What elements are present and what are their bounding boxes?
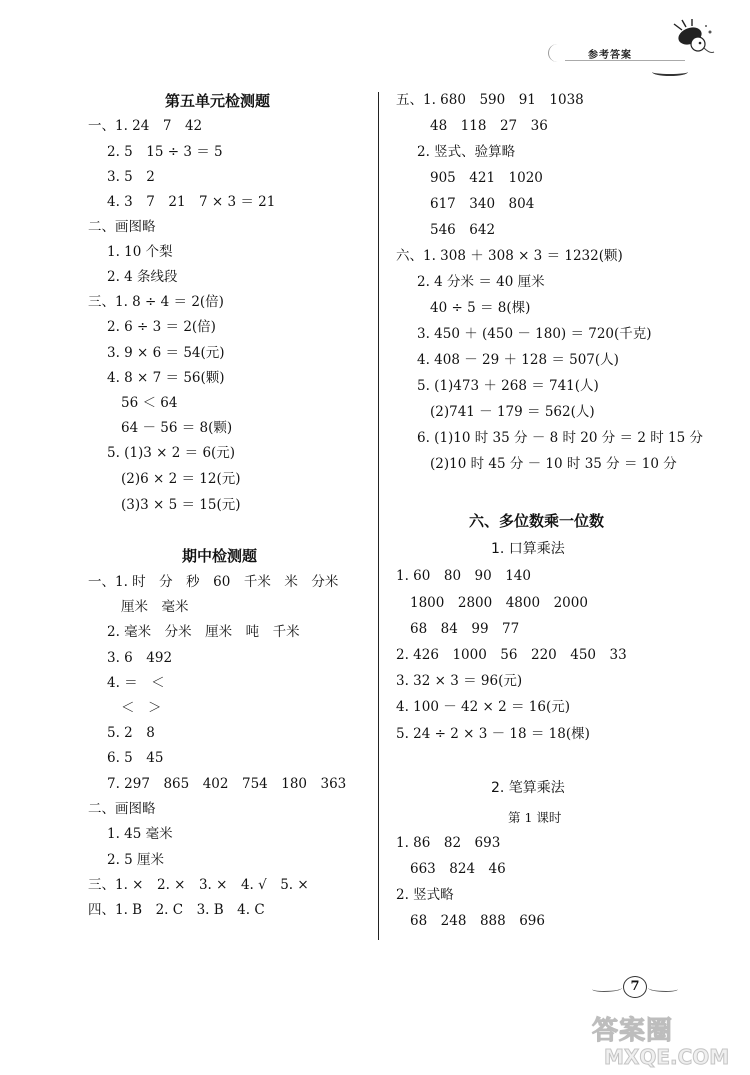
sub1-line: 1. 60 80 90 140 — [396, 568, 531, 584]
cont-line: 546 642 — [430, 222, 496, 238]
sub1-line: 2. 426 1000 56 220 450 33 — [396, 647, 627, 663]
unit5-line: 2. 5 15 ÷ 3 ＝ 5 — [107, 144, 223, 160]
midterm-line: 2. 毫米 分米 厘米 吨 千米 — [107, 624, 300, 640]
sub1-line: 5. 24 ÷ 2 × 3 － 18 ＝ 18(棵) — [396, 726, 590, 742]
cont-line: 五、1. 680 590 91 1038 — [396, 92, 584, 108]
cont-line: (2)741 － 179 ＝ 562(人) — [430, 404, 595, 420]
midterm-line: 一、1. 时 分 秒 60 千米 米 分米 — [88, 574, 339, 590]
midterm-line: 4. ＝ ＜ — [107, 675, 165, 691]
sub1-line: 3. 32 × 3 ＝ 96(元) — [396, 673, 523, 689]
sub1-line: 4. 100 － 42 × 2 ＝ 16(元) — [396, 699, 570, 715]
midterm-line: 厘米 毫米 — [121, 599, 189, 615]
unit6-sub1-title: 1. 口算乘法 — [491, 541, 565, 557]
header-tag: 参考答案 — [588, 50, 632, 61]
cont-line: 5. (1)473 ＋ 268 ＝ 741(人) — [417, 378, 599, 394]
sub2-line: 1. 86 82 693 — [396, 835, 501, 851]
unit5-line: (2)6 × 2 ＝ 12(元) — [121, 471, 241, 487]
unit5-line: 3. 5 2 — [107, 169, 155, 185]
unit5-line: 56 ＜ 64 — [121, 395, 178, 411]
midterm-line: 3. 6 492 — [107, 650, 173, 666]
unit6-title: 六、多位数乘一位数 — [469, 512, 605, 530]
watermark-url: MXQE.COM — [604, 1045, 730, 1069]
unit5-line: (3)3 × 5 ＝ 15(元) — [121, 497, 241, 513]
midterm-line: 2. 5 厘米 — [107, 852, 165, 868]
cont-line: 40 ÷ 5 ＝ 8(棵) — [430, 300, 531, 316]
unit5-line: 4. 3 7 21 7 × 3 ＝ 21 — [107, 194, 276, 210]
unit5-line: 2. 6 ÷ 3 ＝ 2(倍) — [107, 319, 216, 335]
unit5-line: 一、1. 24 7 42 — [88, 118, 203, 134]
unit5-line: 5. (1)3 × 2 ＝ 6(元) — [107, 445, 236, 461]
page-number-badge — [590, 975, 680, 999]
cont-line: 六、1. 308 ＋ 308 × 3 ＝ 1232(颗) — [396, 248, 623, 264]
midterm-line: 5. 2 8 — [107, 725, 155, 741]
mascot-icon — [668, 18, 716, 60]
column-divider — [378, 92, 379, 940]
cont-line: 905 421 1020 — [430, 170, 543, 186]
midterm-line: 二、画图略 — [88, 801, 156, 817]
unit5-line: 3. 9 × 6 ＝ 54(元) — [107, 345, 225, 361]
unit5-line: 1. 10 个梨 — [107, 244, 173, 260]
header-swoosh-decoration — [652, 68, 688, 76]
lesson-title: 第 1 课时 — [508, 810, 562, 825]
unit5-line: 64 － 56 ＝ 8(颗) — [121, 420, 233, 436]
cont-line: 6. (1)10 时 35 分 － 8 时 20 分 ＝ 2 时 15 分 — [417, 430, 703, 446]
page-number: 7 — [623, 976, 647, 998]
sub1-line: 1800 2800 4800 2000 — [410, 595, 588, 611]
sub1-line: 68 84 99 77 — [410, 621, 520, 637]
flourish-right-decoration — [648, 985, 678, 992]
unit5-title: 第五单元检测题 — [165, 92, 271, 110]
watermark-logo: 答案圈 — [592, 1016, 674, 1046]
unit5-line: 二、画图略 — [88, 219, 156, 235]
midterm-line: 四、1. B 2. C 3. B 4. C — [88, 902, 265, 918]
cont-line: 48 118 27 36 — [430, 118, 548, 134]
cont-line: 4. 408 － 29 ＋ 128 ＝ 507(人) — [417, 352, 619, 368]
unit6-sub2-title: 2. 笔算乘法 — [491, 780, 565, 796]
cont-line: 2. 4 分米 ＝ 40 厘米 — [417, 274, 545, 290]
cont-line: 2. 竖式、验算略 — [417, 144, 516, 160]
midterm-title: 期中检测题 — [182, 547, 258, 565]
sub2-line: 663 824 46 — [410, 861, 506, 877]
unit5-line: 2. 4 条线段 — [107, 269, 178, 285]
cont-line: 3. 450 ＋ (450 － 180) ＝ 720(千克) — [417, 326, 652, 342]
midterm-line: 1. 45 毫米 — [107, 826, 173, 842]
cont-line: 617 340 804 — [430, 196, 535, 212]
midterm-line: ＜ ＞ — [121, 700, 162, 716]
unit5-line: 三、1. 8 ÷ 4 ＝ 2(倍) — [88, 294, 224, 310]
header-rule — [565, 60, 685, 61]
sub2-line: 68 248 888 696 — [410, 913, 545, 929]
flourish-left-decoration — [592, 985, 622, 992]
midterm-line: 7. 297 865 402 754 180 363 — [107, 776, 347, 792]
sub2-line: 2. 竖式略 — [396, 887, 454, 903]
midterm-line: 三、1. × 2. × 3. × 4. √ 5. × — [88, 877, 309, 893]
midterm-line: 6. 5 45 — [107, 750, 164, 766]
cont-line: (2)10 时 45 分 － 10 时 35 分 ＝ 10 分 — [430, 456, 677, 472]
unit5-line: 4. 8 × 7 ＝ 56(颗) — [107, 370, 225, 386]
